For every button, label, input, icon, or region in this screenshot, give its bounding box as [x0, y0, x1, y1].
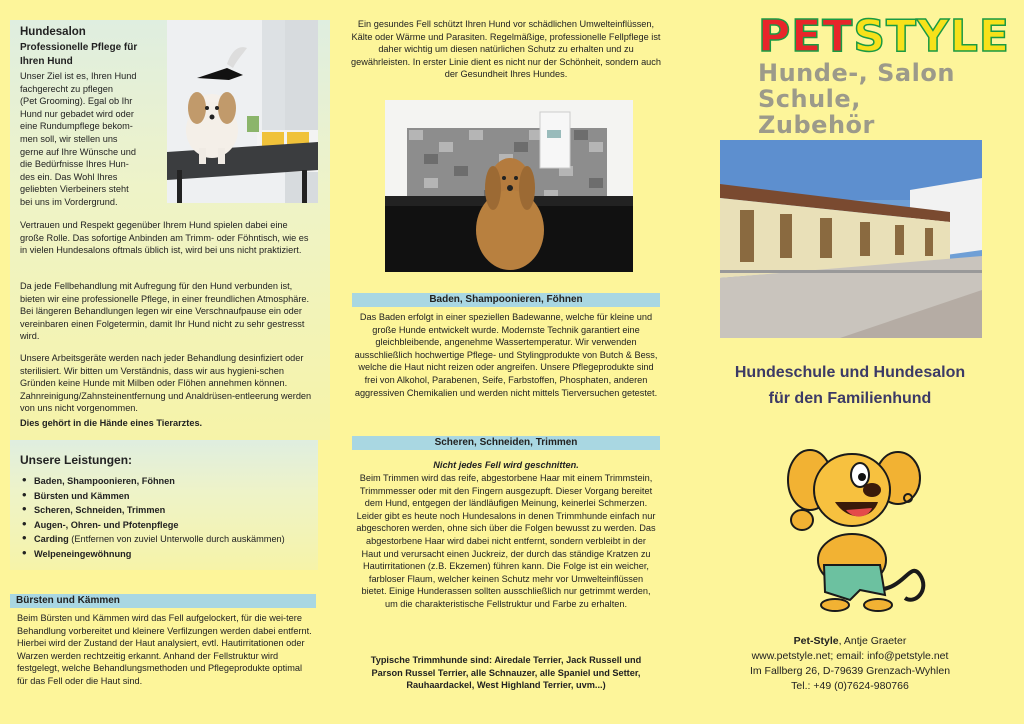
service-item: • Bürsten und Kämmen	[20, 489, 315, 504]
logo-pet: PET	[758, 11, 854, 62]
contact-phone: Tel.: +49 (0)7624-980766	[791, 680, 909, 692]
salon-title: Hundesalon	[20, 26, 86, 38]
intro-line: geliebten Vierbeiners steht	[20, 184, 129, 195]
logo-line-1: Hunde-, Salon	[758, 59, 955, 87]
intro-line: gerne auf Ihre Wünsche und	[20, 146, 136, 157]
intro-line: des ein. Das Wohl Ihres	[20, 171, 118, 182]
dog-in-bath-photo	[385, 100, 633, 272]
intro-line: men soll, wir stellen uns	[20, 133, 118, 144]
dog-mascot-illustration	[780, 440, 930, 615]
intro-line: (Pet Grooming). Egal ob Ihr	[20, 96, 133, 107]
services-list	[20, 474, 315, 562]
salon-intro-continued: Vertrauen und Respekt gegenüber Ihrem Hund spielen dabei eine große Rolle. Das sofortige Anbinden am Trimm- oder Föhntisch, wie es in vielen Hundesalons oftmals üblich ist, wird bei uns nicht praktiziert.	[20, 220, 309, 256]
services-title: Unsere Leistungen:	[20, 453, 133, 467]
contact-address: Im Fallberg 26, D-79639 Grenzach-Wyhlen	[749, 665, 951, 677]
salon-intro	[20, 70, 170, 209]
cut-text: Beim Trimmen wird das reife, abgestorbene Haar mit einem Trimmstein, Trimmmesser oder mit den Fingern ausgezupft. Dieser Vorgang bereitet dem Hund, entgegen der ländläufigen Meinung, keinerlei Schmerzen. Leider gibt es heute noch Hundesalons in denen Trimmhunde einfach nur abgeschoren werden, ohne sich über die Folgen bewusst zu werden. Das abgestorbene Haar wird dabei nicht entfernt, sondern verbleibt in der Haut und verursacht einen Juckreiz, der durch das ständige Kratzen zu Hautirritationen (z.B. Ekzemen) führen kann. Die Folge ist ein weicher, farbloser Flaum, welcher keinen Schutz mehr vor Umwelteinflüssen bietet. Einige Hunderassen sollten ausschließlich nur getrimmt werden, um die charakteristische Fellstruktur und Farbe zu erhalten.	[356, 473, 656, 609]
service-item: • Welpeneingewöhnung	[20, 547, 315, 562]
building-photo	[720, 140, 982, 338]
intro-line: Hund nur gebadet wird oder	[20, 108, 134, 119]
healthy-coat-text: Ein gesundes Fell schützt Ihren Hund vor schädlichen Umwelteinflüssen, Kälte oder Wärme und Parasiten. Regelmäßige, professionelle Fellpflege ist daher wichtig um diesen natürlichen Schutz zu erhalten und zu gewährleisten. In erster Linie dient es nicht nur der Schönheit, sondern auch der Gesundheit Ihres Hundes.	[350, 19, 661, 80]
service-item: • Baden, Shampoonieren, Föhnen	[20, 474, 315, 489]
brushing-title-bar: Bürsten und Kämmen	[10, 594, 316, 608]
service-item: • Carding (Entfernen von zuviel Unterwolle durch auskämmen)	[20, 532, 315, 547]
bath-title-bar: Baden, Shampoonieren, Föhnen	[352, 293, 660, 307]
salon-paragraph-3-bold: Dies gehört in die Hände eines Tierarztes.	[20, 418, 203, 428]
dog-on-table-photo	[167, 20, 318, 203]
trimming-breeds: Typische Trimmhunde sind: Airedale Terrier, Jack Russell und Parson Russel Terrier, alle Schnauzer, alle Spaniel und Setter, Rauhaardackel, West Highland Terrier, uvm...)	[370, 655, 642, 691]
intro-line: fachgerecht zu pflegen	[20, 83, 113, 94]
brushing-text: Beim Bürsten und Kämmen wird das Fell aufgelockert, für die wei-tere Behandlung vorbereitet und kleinere Verfilzungen werden dabei entfernt. Hierbei wird der Zustand der Haut analysiert, evtl. Hautirritationen oder Warzen werden rechtzeitig erkannt. Anhand der Fellstruktur wird festgelegt, welche Behandlungsmethoden und Pflegeprodukte optimal für das Fell oder die Haut sind.	[17, 613, 312, 686]
petstyle-logo	[758, 11, 1010, 139]
logo-style: STYLE	[853, 11, 1010, 62]
contact-web-email[interactable]: www.petstyle.net; email: info@petstyle.net	[751, 650, 949, 662]
salon-subtitle: Professionelle Pflege für Ihren Hund	[20, 42, 138, 67]
intro-line: die Bedürfnisse Ihres Hun-	[20, 159, 129, 170]
headline-2: für den Familienhund	[768, 390, 932, 407]
cut-italic: Nicht jedes Fell wird geschnitten.	[433, 460, 579, 470]
bath-text: Das Baden erfolgt in einer speziellen Badewanne, welche für kleine und große Hunde entwickelt wurde. Modernste Technik garantiert eine gleichbleibende, angenehme Wassertemperatur. Wir verwenden ausschließlich hochwertige Pflege- und Stylingprodukte von Butch & Bess, welche die Haut nicht reizen oder angreifen. Unsere Pflegeprodukte sind frei von Alkohol, Parabenen, Seife, Farbstoffen, Phosphaten, anderen aggressiven Chemikalien und werden nicht mittels Tierversuchen getestet.	[354, 312, 658, 398]
salon-paragraph-3: Unsere Arbeitsgeräte werden nach jeder Behandlung desinfiziert oder sterilisiert. Wir bitten um Verständnis, dass wir aus hygieni-schen Gründen keine Hunde mit Milben oder Flöhen annehmen können. Zahnreinigung/Zahnsteinentfernung und Analdrüsen-entleerung werden von uns nicht vorgenommen.	[20, 353, 312, 414]
service-item: • Augen-, Ohren- und Pfotenpflege	[20, 518, 315, 533]
salon-paragraph-2: Da jede Fellbehandlung mit Aufregung für den Hund verbunden ist, bieten wir eine professionelle Pflege, in einer freundlichen Atmosphäre. Bei längeren Behandlungen legen wir eine Verschnaufpause ein oder vereinbaren einen Folgetermin, damit Ihr Hund nicht zu sehr gestresst wird.	[20, 281, 310, 342]
headline-1: Hundeschule und Hundesalon	[734, 364, 966, 381]
logo-line-2: Schule, Zubehör	[758, 85, 875, 139]
intro-line: eine Rundumpflege bekom-	[20, 121, 133, 132]
intro-line: Unser Ziel ist es, Ihren Hund	[20, 71, 137, 81]
contact-name: Pet-Style, Antje Graeter	[793, 635, 907, 647]
intro-line: bei uns im Vordergrund.	[20, 196, 118, 207]
contact-block	[700, 634, 1000, 694]
cut-title-bar: Scheren, Schneiden, Trimmen	[352, 436, 660, 450]
service-item: • Scheren, Schneiden, Trimmen	[20, 503, 315, 518]
